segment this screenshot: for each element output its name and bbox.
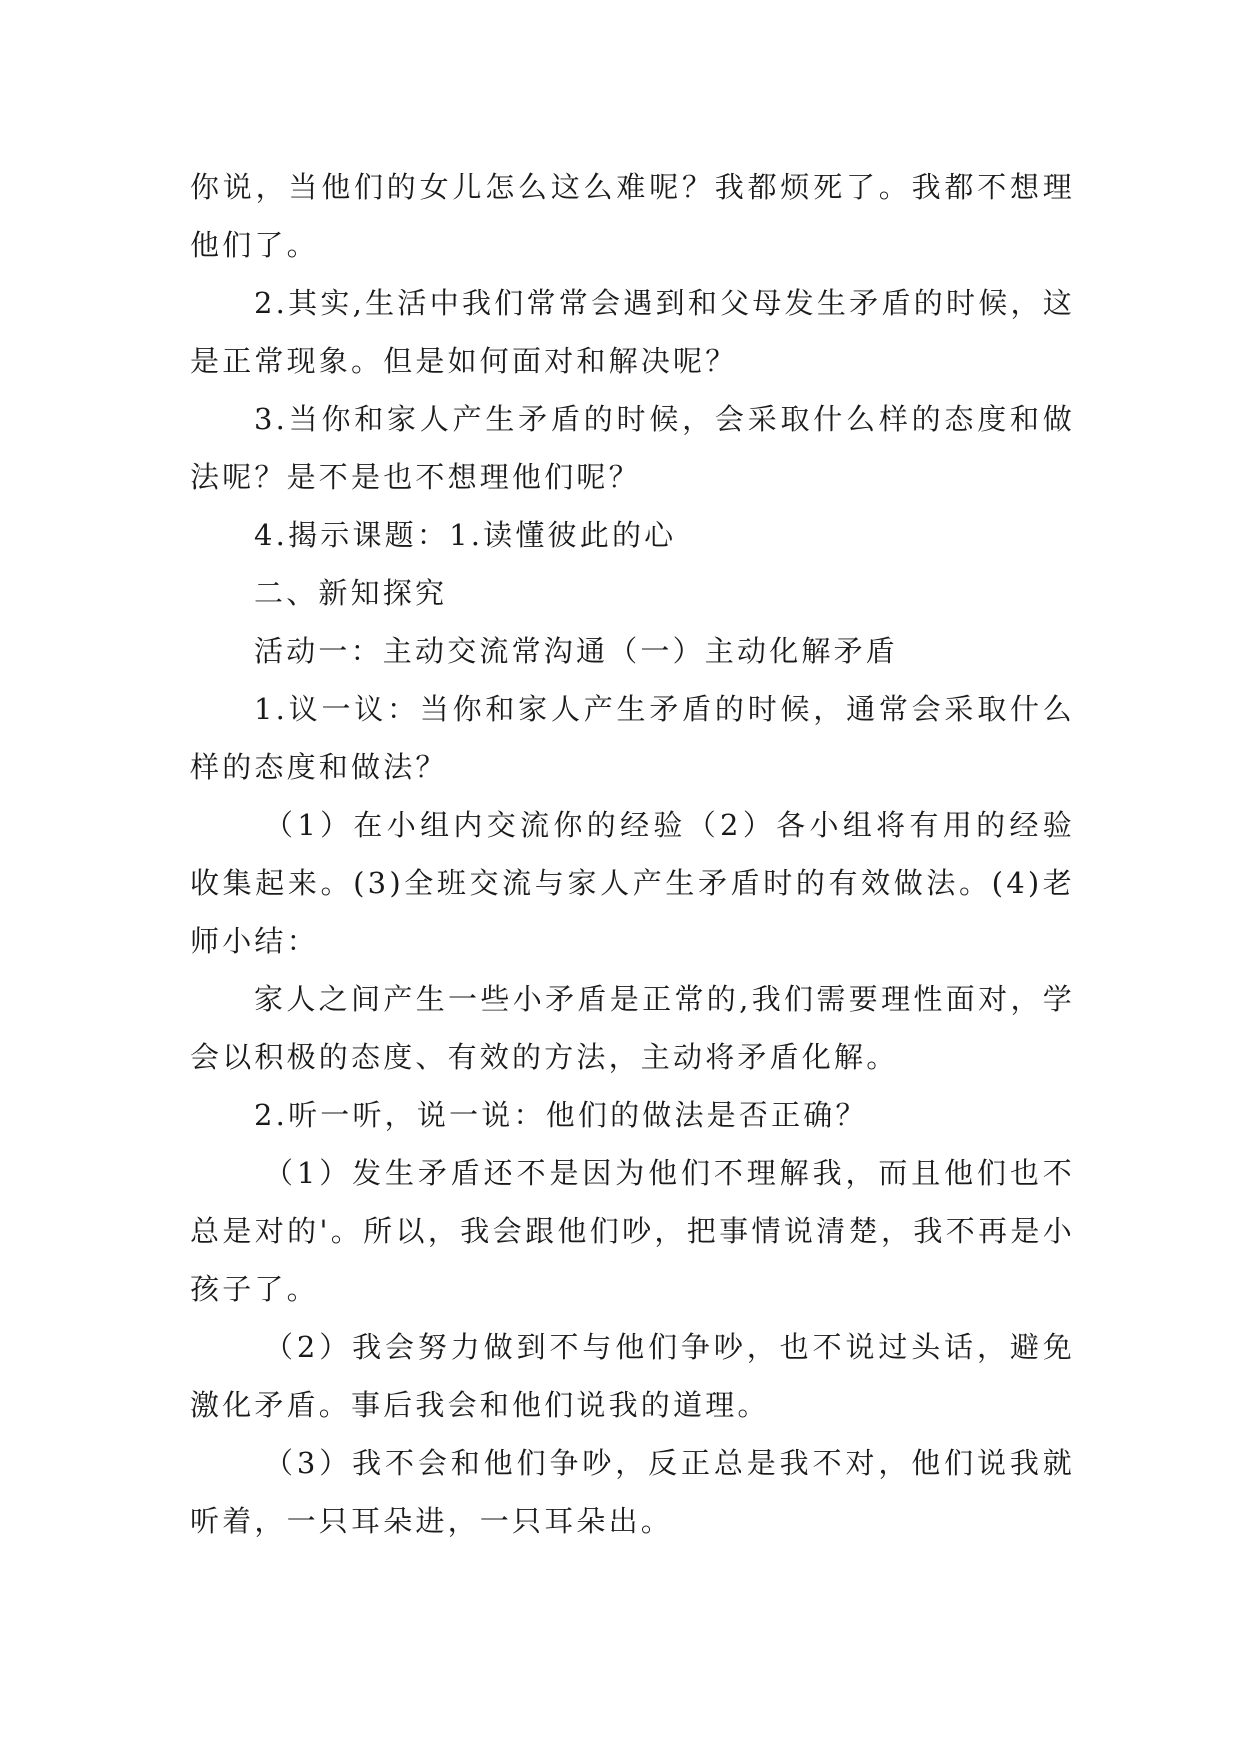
paragraph-2: 2.其实,生活中我们常常会遇到和父母发生矛盾的时候，这是正常现象。但是如何面对和解决呢？ <box>190 286 1075 378</box>
paragraph-1: 你说，当他们的女儿怎么这么难呢？我都烦死了。我都不想理他们了。 <box>190 170 1075 262</box>
paragraph-11: （1）发生矛盾还不是因为他们不理解我，而且他们也不总是对的'。所以，我会跟他们吵，把事情说清楚，我不再是小孩子了。 <box>190 1156 1075 1306</box>
paragraph-4: 4.揭示课题：1.读懂彼此的心 <box>254 518 677 552</box>
section-heading: 二、新知探究 <box>254 576 448 610</box>
paragraph-8: （1）在小组内交流你的经验（2）各小组将有用的经验收集起来。(3)全班交流与家人产生矛盾时的有效做法。(4)老师小结： <box>190 808 1075 958</box>
paragraph-3: 3.当你和家人产生矛盾的时候，会采取什么样的态度和做法呢？是不是也不想理他们呢？ <box>190 402 1075 494</box>
document-body <box>190 158 1075 1550</box>
paragraph-9: 家人之间产生一些小矛盾是正常的,我们需要理性面对，学会以积极的态度、有效的方法，主动将矛盾化解。 <box>190 982 1075 1074</box>
paragraph-7: 1.议一议：当你和家人产生矛盾的时候，通常会采取什么样的态度和做法？ <box>190 692 1075 784</box>
paragraph-12: （2）我会努力做到不与他们争吵，也不说过头话，避免激化矛盾。事后我会和他们说我的道理。 <box>190 1330 1075 1422</box>
paragraph-10: 2.听一听，说一说：他们的做法是否正确？ <box>254 1098 868 1132</box>
paragraph-13: （3）我不会和他们争吵，反正总是我不对，他们说我就听着，一只耳朵进，一只耳朵出。 <box>190 1446 1075 1538</box>
activity-heading: 活动一：主动交流常沟通（一）主动化解矛盾 <box>254 634 899 668</box>
